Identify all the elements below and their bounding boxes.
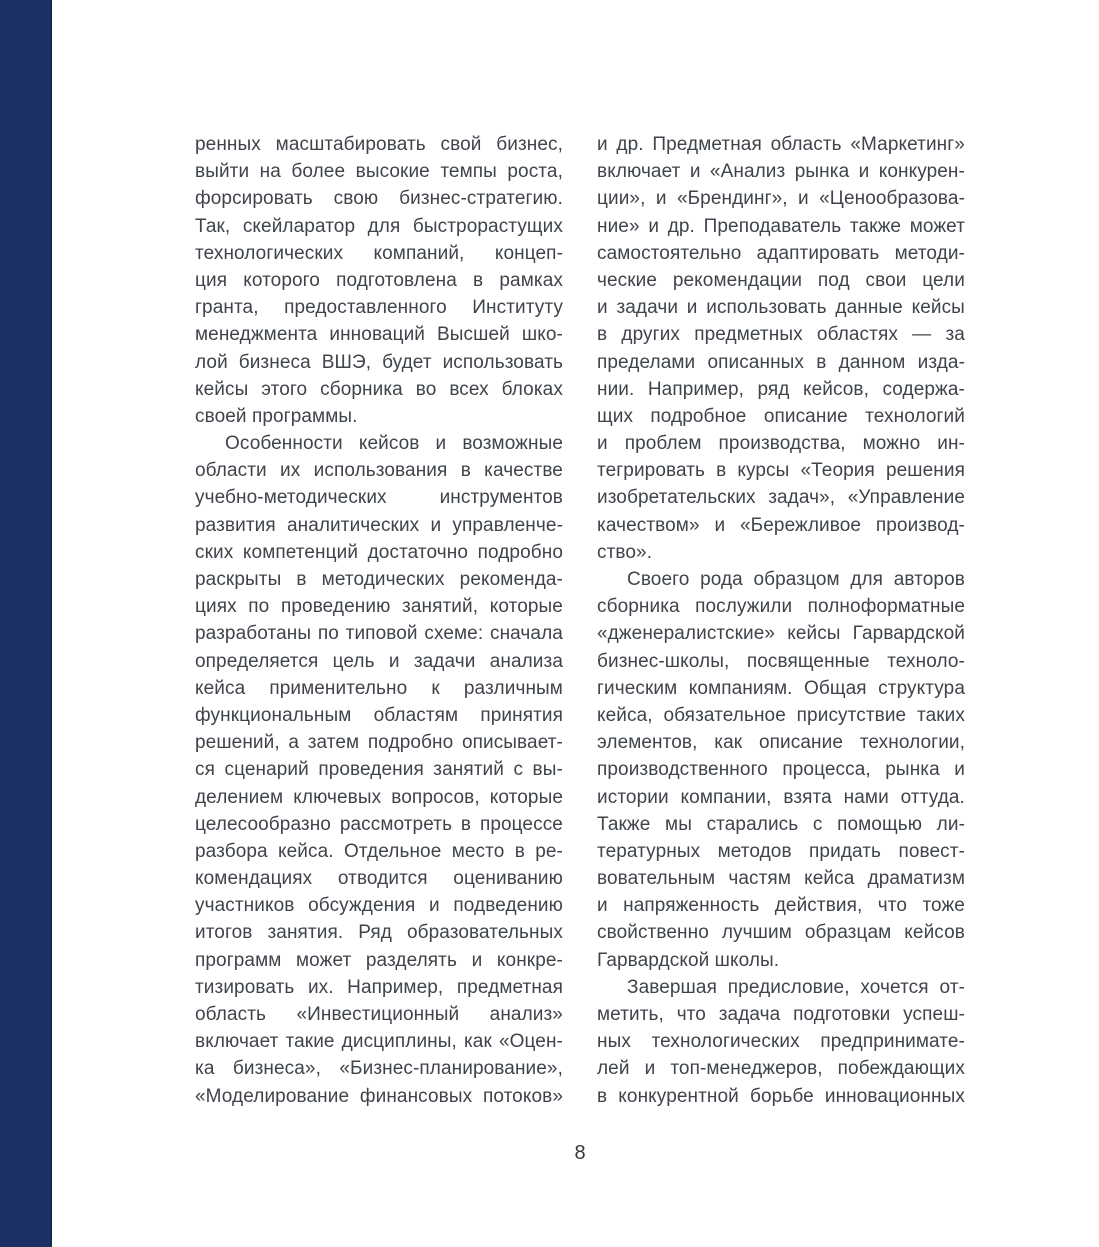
text-line: и напряженность действия, что тоже (597, 895, 965, 917)
text-line: область «Инвестиционный анализ» (195, 1004, 563, 1025)
text-line: учебно-методических инструментов (195, 487, 563, 509)
paragraph (597, 566, 965, 974)
text-line: Своего рода образцом для авторов (627, 569, 965, 590)
text-line: свойственно лучшим образцам кейсов (597, 922, 965, 944)
text-line: элементов, как описание технологии, (597, 732, 965, 754)
text-line: Также мы старались с помощью ли- (597, 813, 965, 835)
text-line: гранта, предоставленного Институту (195, 297, 563, 319)
text-line: вовательным частям кейса драматизм (597, 868, 965, 890)
text-line: «дженералистские» кейсы Гарвардской (597, 623, 965, 645)
text-line: технологических компаний, концеп- (195, 242, 563, 264)
text-columns (195, 131, 965, 1110)
text-line: целесообразно рассмотреть в процессе (195, 813, 563, 835)
text-line: включает такие дисциплины, как «Оцен- (195, 1031, 563, 1053)
text-line: щих подробное описание технологий (597, 405, 965, 427)
text-line: гическим компаниям. Общая структура (597, 677, 965, 699)
text-line: качеством» и «Бережливое производ- (597, 514, 965, 536)
text-line: раскрыты в методических рекоменда- (195, 569, 563, 590)
text-line: истории компании, взята нами оттуда. (597, 786, 965, 808)
text-line: области их использования в качестве (195, 460, 563, 482)
text-line: и проблем производства, можно ин- (597, 433, 965, 455)
column-right (597, 131, 965, 1110)
text-line: ство». (597, 541, 653, 563)
paragraph (597, 974, 965, 1110)
text-line: разбора кейса. Отдельное место в ре- (195, 840, 563, 862)
text-line: итогов занятия. Ряд образовательных (195, 922, 563, 944)
text-line: кейса применительно к различным (195, 677, 563, 699)
text-line: кейсы этого сборника во всех блоках (195, 378, 563, 400)
spine-accent-bar (0, 0, 52, 1247)
text-line: в других предметных областях — за (597, 324, 965, 346)
page-number: 8 (574, 1142, 586, 1164)
text-line: ских компетенций достаточно подробно (195, 541, 563, 563)
text-line: в конкурентной борьбе инновационных (597, 1085, 965, 1107)
text-line: функциональным областям принятия (195, 704, 563, 726)
text-line: и др. Предметная область «Маркетинг» (597, 134, 965, 155)
text-line: Завершая предисловие, хочется от- (627, 976, 965, 998)
text-line: форсировать свою бизнес-стратегию. (195, 188, 563, 210)
text-line: ся сценарий проведения занятий с вы- (195, 759, 563, 781)
paragraph (195, 430, 563, 1110)
text-line: ции», и «Брендинг», и «Ценообразова- (597, 188, 965, 210)
text-line: выйти на более высокие темпы роста, (195, 161, 563, 183)
text-line: развития аналитических и управленче- (195, 514, 563, 536)
text-line: тегрировать в курсы «Теория решения (597, 460, 965, 482)
text-line: сборника послужили полноформатные (597, 596, 965, 618)
paragraph (195, 131, 563, 430)
text-line: изобретательских задач», «Управление (597, 487, 965, 509)
text-line: кейса, обязательное присутствие таких (597, 704, 965, 726)
text-line: и задачи и использовать данные кейсы (597, 297, 965, 319)
text-line: Так, скейларатор для быстрорастущих (195, 215, 563, 237)
text-line: участников обсуждения и подведению (195, 895, 563, 917)
text-line: комендациях отводится оцениванию (195, 868, 563, 890)
text-line: Гарвардской школы. (597, 949, 780, 971)
text-line: самостоятельно адаптировать методи- (597, 242, 965, 264)
text-line: разработаны по типовой схеме: сначала (195, 623, 563, 645)
text-line: лей и топ-менеджеров, побеждающих (597, 1058, 965, 1080)
text-line: пределами описанных в данном изда- (597, 351, 965, 373)
text-line: решений, а затем подробно описывает- (195, 732, 563, 754)
text-line: производственного процесса, рынка и (597, 759, 965, 781)
text-line: ческие рекомендации под свои цели (597, 269, 965, 291)
text-line: «Моделирование финансовых потоков» (195, 1085, 563, 1107)
text-line: тературных методов придать повест- (597, 840, 965, 862)
text-line: тизировать их. Например, предметная (195, 976, 563, 998)
text-line: циях по проведению занятий, которые (195, 596, 563, 618)
text-line: ка бизнеса», «Бизнес-планирование», (195, 1058, 563, 1080)
text-line: нии. Например, ряд кейсов, содержа- (597, 378, 965, 400)
column-left (195, 131, 563, 1110)
text-line: ние» и др. Преподаватель также может (597, 215, 965, 237)
text-line: программ может разделять и конкре- (195, 949, 563, 971)
text-line: определяется цель и задачи анализа (195, 650, 563, 672)
text-line: своей программы. (195, 405, 358, 427)
text-line: бизнес-школы, посвященные техноло- (597, 650, 965, 672)
text-line: ция которого подготовлена в рамках (195, 269, 563, 291)
text-line: делением ключевых вопросов, которые (195, 786, 563, 808)
text-line: ных технологических предпринимате- (597, 1031, 965, 1053)
paragraph (597, 131, 965, 566)
text-line: менеджмента инноваций Высшей шко- (195, 324, 563, 346)
text-line: лой бизнеса ВШЭ, будет использовать (195, 351, 563, 373)
text-line: Особенности кейсов и возможные (225, 433, 563, 455)
text-line: включает и «Анализ рынка и конкурен- (597, 161, 965, 183)
text-line: метить, что задача подготовки успеш- (597, 1004, 965, 1025)
text-line: ренных масштабировать свой бизнес, (195, 134, 563, 155)
